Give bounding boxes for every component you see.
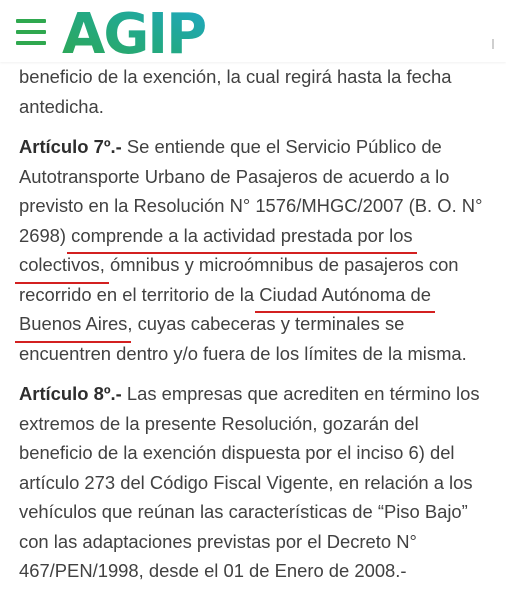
text-line xyxy=(19,379,489,409)
text-line xyxy=(19,250,489,280)
article-7-paragraph xyxy=(19,132,489,368)
underlined-text: colectivos, xyxy=(19,250,105,280)
text-line: con las adaptaciones previstas por el Decreto N° xyxy=(19,530,417,552)
agip-logo-image xyxy=(60,3,220,59)
article-7-label: Artículo 7º.- xyxy=(19,136,122,157)
text-line xyxy=(19,309,489,339)
text-line: artículo 273 del Código Fiscal Vigente, en relación a los xyxy=(19,471,473,493)
text-line: extremos de la presente Resolución, gozarán del xyxy=(19,412,419,434)
text-line: beneficio de la exención dispuesta por el inciso 6) del xyxy=(19,442,455,463)
scroll-indicator xyxy=(492,39,494,49)
agip-logo[interactable] xyxy=(60,3,220,59)
text-line: Autotransporte Urbano de Pasajeros de acuerdo a lo xyxy=(19,165,450,187)
article-content xyxy=(19,62,489,586)
text-segment: 2698) xyxy=(19,224,67,246)
text-segment: Se entiende que el Servicio Público de xyxy=(121,136,442,157)
text-line: antedicha. xyxy=(19,95,104,117)
article-8-label: Artículo 8º.- xyxy=(19,383,122,404)
text-line xyxy=(19,221,489,251)
text-line xyxy=(19,132,489,162)
text-line: previsto en la Resolución N° 1576/MHGC/2007 (B. O. N° xyxy=(19,195,483,216)
underlined-text: Ciudad Autónoma de xyxy=(259,280,431,310)
text-line xyxy=(19,280,489,310)
text-segment: , cuyas cabeceras y terminales se xyxy=(127,313,405,334)
logo-text: AGIP xyxy=(62,3,206,59)
text-line: 467/PEN/1998, desde el 01 de Enero de 2008.- xyxy=(19,560,407,581)
underlined-text: comprende a la actividad prestada por los xyxy=(71,221,412,251)
paragraph-continuation xyxy=(19,62,489,121)
hamburger-menu-icon[interactable] xyxy=(16,19,46,45)
text-line: encuentren dentro y/o fuera de los límites de la misma. xyxy=(19,342,467,364)
text-segment: ómnibus y microómnibus de pasajeros con xyxy=(104,254,459,275)
underlined-text: Buenos Aires xyxy=(19,309,127,339)
text-segment: recorrido en el territorio de la xyxy=(19,283,260,305)
app-header xyxy=(0,0,506,62)
text-segment: Las empresas que acrediten en término los xyxy=(121,383,480,404)
text-line: beneficio de la exención, la cual regirá hasta la fecha xyxy=(19,66,452,87)
article-8-paragraph xyxy=(19,379,489,586)
text-line: vehículos que reúnan las características de “Piso Bajo” xyxy=(19,501,468,522)
